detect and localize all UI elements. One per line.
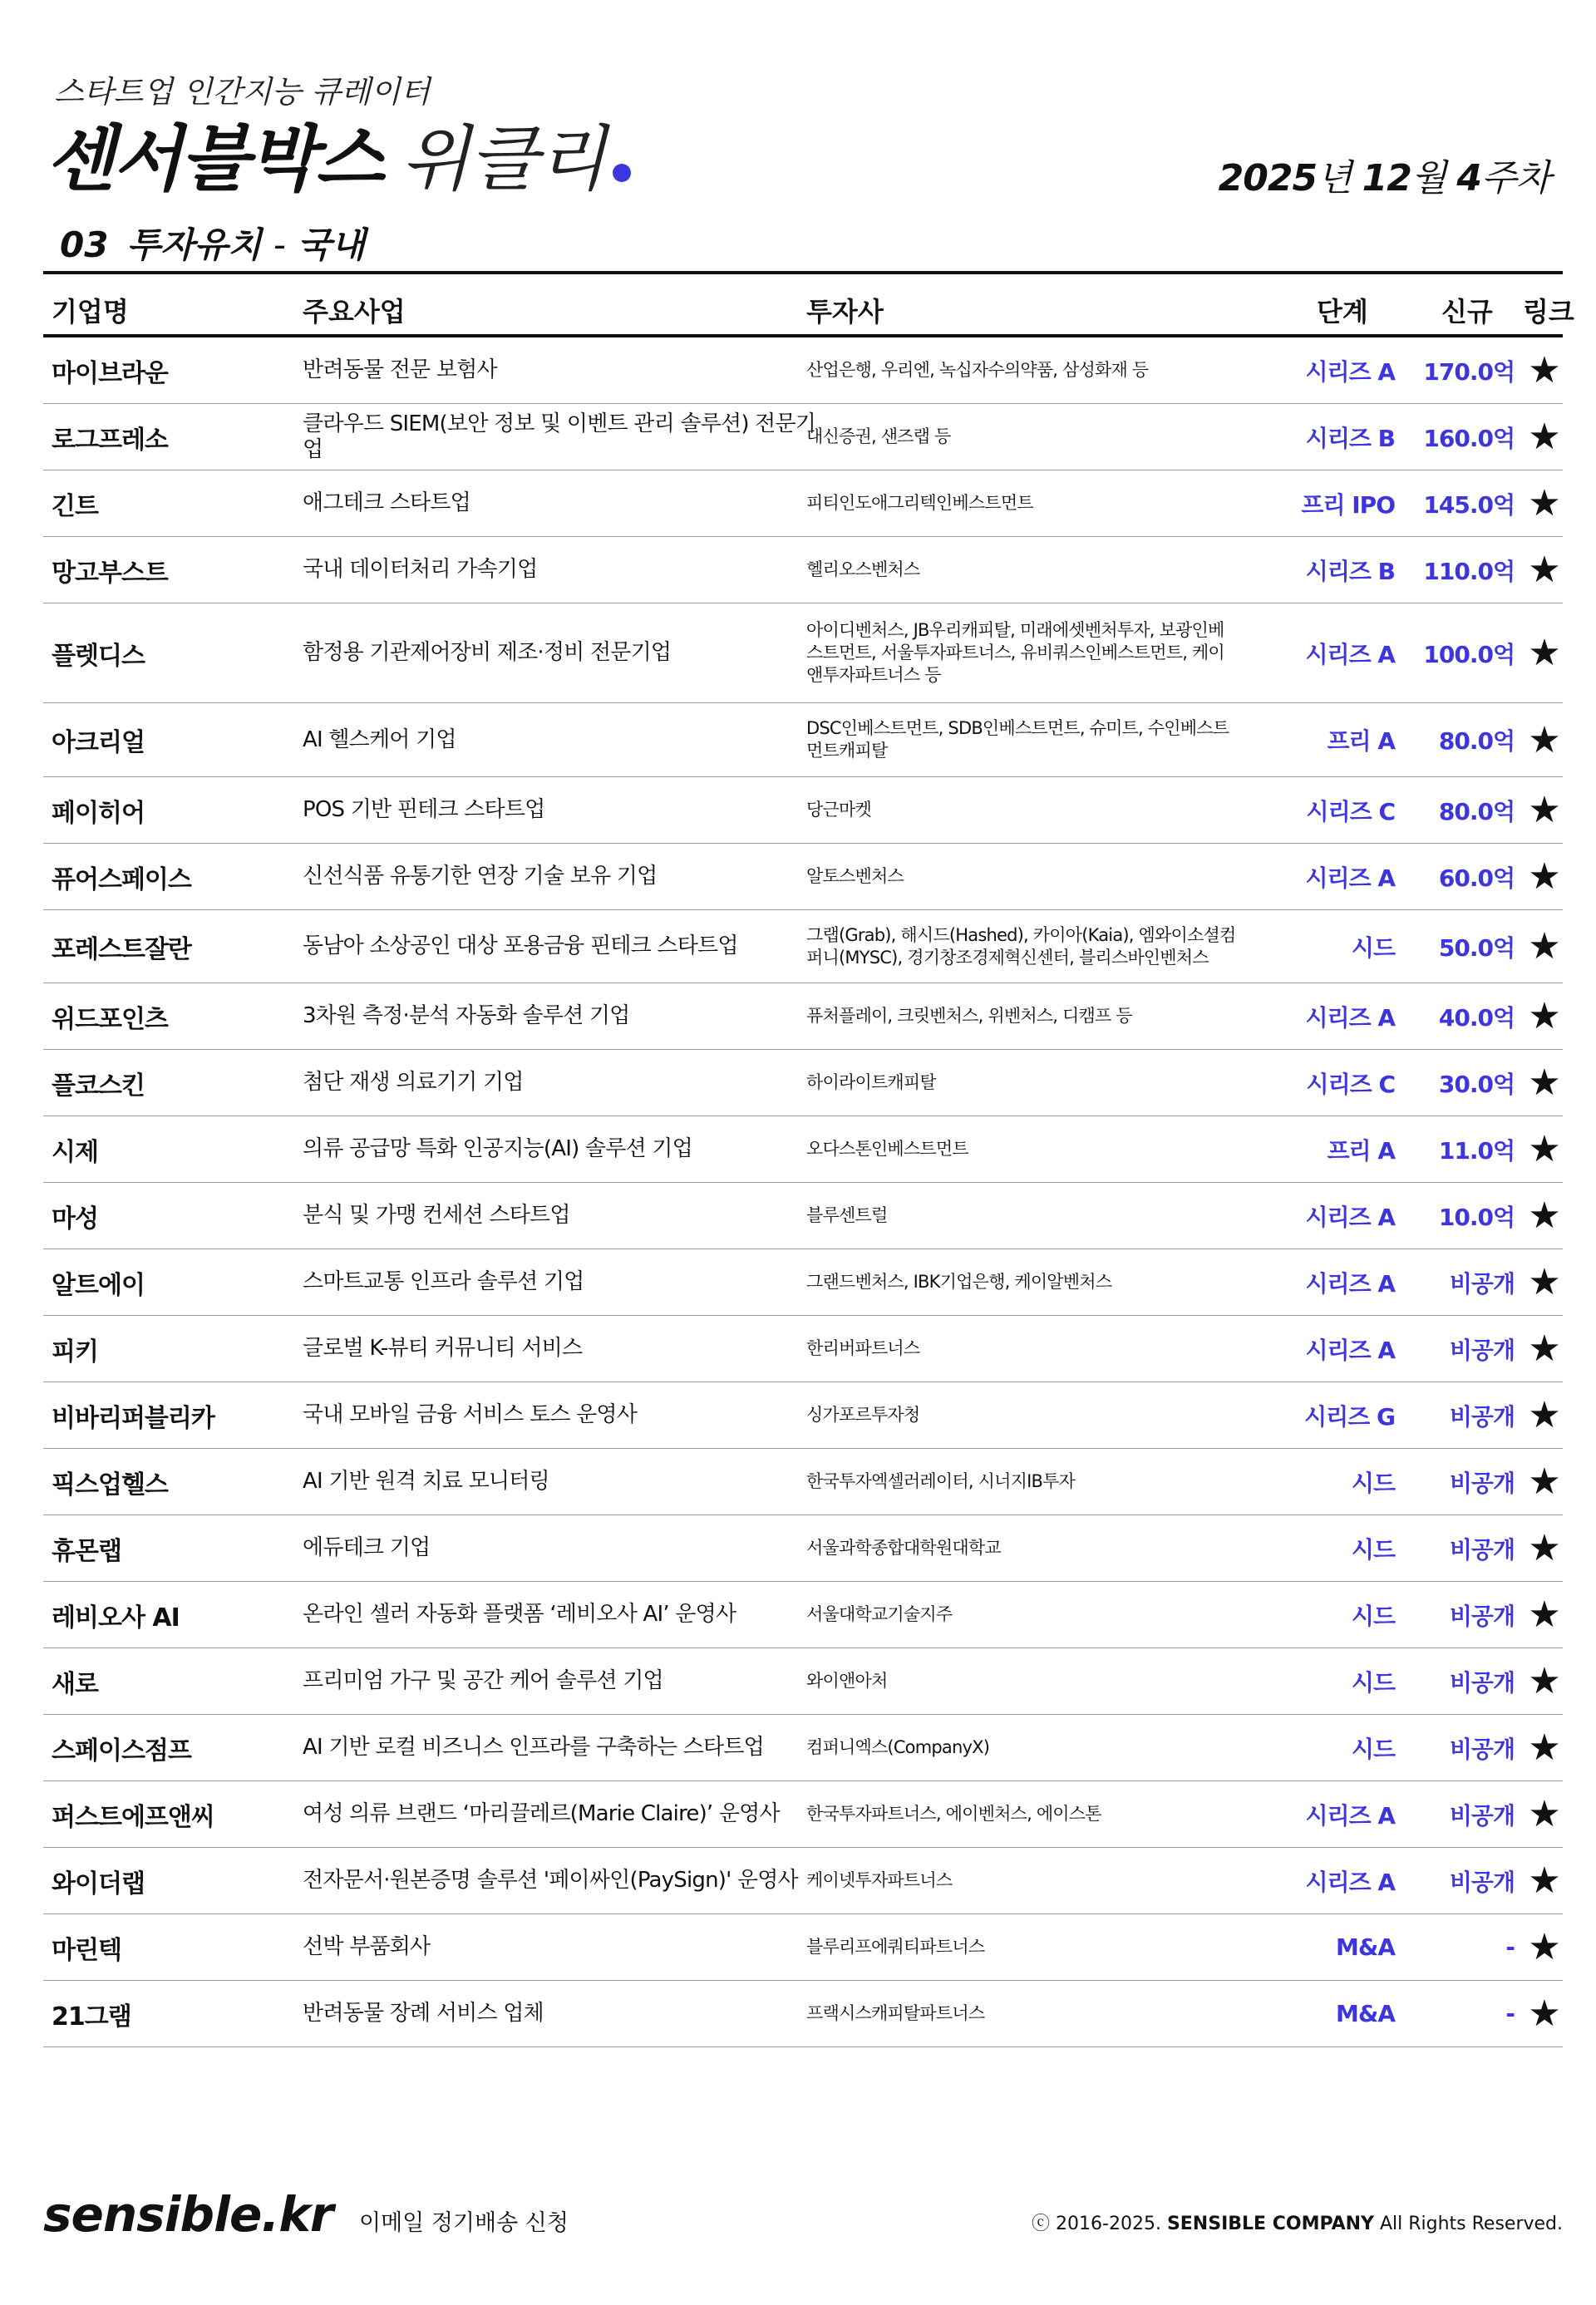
funding-amount: 비공개 — [1449, 1336, 1515, 1364]
article-link-star-icon[interactable]: ★ — [1528, 1726, 1561, 1769]
investor-list: 헬리오스벤처스 — [806, 559, 920, 579]
column-header-investors: 투자사 — [806, 296, 884, 328]
table-body — [43, 337, 1563, 2047]
funding-stage: 시드 — [1351, 1602, 1395, 1630]
funding-stage: 시드 — [1351, 1668, 1395, 1697]
funding-stage: 시리즈 A — [1305, 1801, 1395, 1830]
issue-year: 2025 — [1218, 157, 1318, 199]
investor-list: 한리버파트너스 — [806, 1338, 920, 1358]
funding-amount: 비공개 — [1449, 1469, 1515, 1497]
business-description: 국내 데이터처리 가속기업 — [303, 557, 538, 582]
article-link-star-icon[interactable]: ★ — [1528, 1527, 1561, 1569]
funding-stage: 시리즈 A — [1305, 864, 1395, 892]
company-name: 시제 — [52, 1137, 98, 1167]
funding-stage: 시리즈 A — [1305, 1868, 1395, 1896]
article-link-star-icon[interactable]: ★ — [1528, 1394, 1561, 1436]
article-link-star-icon[interactable]: ★ — [1528, 1061, 1561, 1104]
investor-list: 오다스톤인베스트먼트 — [806, 1139, 968, 1159]
funding-stage: 프리 A — [1327, 727, 1395, 755]
funding-amount: 60.0억 — [1438, 864, 1515, 892]
business-description: 신선식품 유통기한 연장 기술 보유 기업 — [303, 864, 658, 889]
investor-list: 서울과학종합대학원대학교 — [806, 1538, 1001, 1558]
investor-list: 그랩(Grab), 해시드(Hashed), 카이아(Kaia), 엠와이소셜컴퍼니(MYSC), 경기창조경제혁신센터, 블리스바인벤처스 — [806, 924, 1236, 968]
funding-stage: 시드 — [1351, 1535, 1395, 1564]
business-description: 전자문서·원본증명 솔루션 '페이싸인(PaySign)' 운영사 — [303, 1868, 798, 1893]
company-name: 긴트 — [52, 491, 98, 521]
funding-stage: 시리즈 B — [1305, 557, 1395, 585]
table-row — [43, 1848, 1563, 1914]
funding-stage: 시리즈 A — [1305, 1336, 1395, 1364]
funding-amount: 10.0억 — [1438, 1203, 1515, 1231]
table-row — [43, 537, 1563, 603]
funding-stage: 시리즈 C — [1306, 1070, 1395, 1098]
investor-list: 당근마켓 — [806, 800, 871, 820]
page-footer — [43, 2186, 1563, 2244]
table-row — [43, 983, 1563, 1050]
funding-stage: 시리즈 A — [1305, 640, 1395, 668]
investor-list: 피티인도애그리텍인베스트먼트 — [806, 493, 1033, 513]
funding-stage: 프리 IPO — [1301, 490, 1395, 519]
investor-list: 알토스벤처스 — [806, 866, 904, 886]
funding-amount: 80.0억 — [1438, 727, 1515, 755]
investor-list: 와이앤아처 — [806, 1671, 888, 1691]
company-name: 포레스트잘란 — [52, 934, 191, 964]
article-link-star-icon[interactable]: ★ — [1528, 1859, 1561, 1902]
business-description: 글로벌 K-뷰티 커뮤니티 서비스 — [303, 1336, 583, 1361]
business-description: 에듀테크 기업 — [303, 1535, 431, 1560]
article-link-star-icon[interactable]: ★ — [1528, 1926, 1561, 1968]
company-name: 위드포인츠 — [52, 1004, 168, 1034]
article-link-star-icon[interactable]: ★ — [1528, 1593, 1561, 1636]
article-link-star-icon[interactable]: ★ — [1528, 1660, 1561, 1702]
investor-list: 블루리프에쿼티파트너스 — [806, 1937, 985, 1957]
investor-list: DSC인베스트먼트, SDB인베스트먼트, 슈미트, 수인베스트먼트캐피탈 — [806, 718, 1229, 761]
business-description: 국내 모바일 금융 서비스 토스 운영사 — [303, 1402, 638, 1427]
company-name: 플코스킨 — [52, 1071, 145, 1101]
funding-stage: 시리즈 B — [1305, 424, 1395, 452]
company-name: 마이브라운 — [52, 358, 168, 388]
funding-amount: 100.0억 — [1423, 640, 1515, 668]
funding-stage: 시드 — [1351, 1469, 1395, 1497]
funding-amount: 80.0억 — [1438, 797, 1515, 825]
funding-amount: 비공개 — [1449, 1801, 1515, 1830]
business-description: 의류 공급망 특화 인공지능(AI) 솔루션 기업 — [303, 1136, 692, 1161]
article-link-star-icon[interactable]: ★ — [1528, 718, 1561, 761]
business-description: AI 기반 로컬 비즈니스 인프라를 구축하는 스타트업 — [303, 1735, 764, 1760]
investor-list: 서울대학교기술지주 — [806, 1604, 953, 1624]
table-row — [43, 337, 1563, 404]
business-description: AI 헬스케어 기업 — [303, 726, 456, 752]
business-description: 프리미엄 가구 및 공간 케어 솔루션 기업 — [303, 1668, 663, 1693]
brand-title — [46, 118, 631, 201]
investor-list: 케이넷투자파트너스 — [806, 1870, 953, 1890]
funding-amount: 11.0억 — [1438, 1136, 1515, 1165]
investor-list: 컴퍼니엑스(CompanyX) — [806, 1737, 990, 1757]
company-name: 알트에이 — [52, 1270, 145, 1300]
table-row — [43, 1582, 1563, 1648]
issue-year-suffix: 년 — [1317, 157, 1352, 199]
investment-table — [43, 271, 1574, 2047]
copyright-notice — [1032, 2209, 1563, 2235]
funding-stage: 시리즈 G — [1304, 1402, 1395, 1431]
copyright-company: SENSIBLE COMPANY — [1166, 2214, 1374, 2234]
table-header — [43, 274, 1574, 337]
company-name: 퓨어스페이스 — [52, 864, 191, 894]
table-row — [43, 1781, 1563, 1848]
issue-month-suffix: 월 — [1411, 157, 1446, 199]
article-link-star-icon[interactable]: ★ — [1528, 855, 1561, 898]
business-description: AI 기반 원격 치료 모니터링 — [303, 1469, 549, 1494]
investor-list: 산업은행, 우리엔, 녹십자수의약품, 삼성화재 등 — [806, 360, 1149, 380]
company-name: 비바리퍼블리카 — [52, 1403, 214, 1433]
company-name: 피키 — [52, 1337, 98, 1367]
company-name: 스페이스점프 — [52, 1736, 191, 1766]
investor-list: 싱가포르투자청 — [806, 1405, 920, 1425]
funding-amount: 비공개 — [1449, 1668, 1515, 1697]
table-row — [43, 1515, 1563, 1582]
column-header-business: 주요사업 — [303, 296, 406, 328]
funding-stage: 프리 A — [1327, 1136, 1395, 1165]
funding-stage: 시리즈 A — [1305, 357, 1395, 386]
section-separator: - — [273, 224, 286, 265]
issue-date — [1219, 148, 1550, 201]
funding-amount: 170.0억 — [1423, 357, 1515, 386]
table-row — [43, 1914, 1563, 1981]
company-name: 페이히어 — [52, 798, 145, 828]
table-row — [43, 603, 1563, 703]
article-link-star-icon[interactable]: ★ — [1528, 632, 1561, 674]
sensible-logo[interactable]: sensible.kr — [43, 2186, 333, 2243]
company-name: 픽스업헬스 — [52, 1470, 168, 1500]
table-row — [43, 470, 1563, 537]
column-header-amount: 신규 — [1441, 296, 1493, 328]
section-number: 03 — [60, 224, 109, 265]
business-description: 함정용 기관제어장비 제조·정비 전문기업 — [303, 640, 672, 665]
article-link-star-icon[interactable]: ★ — [1528, 349, 1561, 392]
company-name: 와이더랩 — [52, 1869, 145, 1899]
investor-list: 프랙시스캐피탈파트너스 — [806, 2003, 985, 2023]
table-row — [43, 1183, 1563, 1249]
subscribe-link[interactable]: 이메일 정기배송 신청 — [359, 2210, 569, 2236]
investor-list: 아이디벤처스, JB우리캐피탈, 미래에셋벤처투자, 보광인베스트먼트, 서울투자파트너스, 유비쿼스인베스트먼트, 케이앤투자파트너스 등 — [806, 620, 1224, 685]
article-link-star-icon[interactable]: ★ — [1528, 789, 1561, 831]
company-name: 로그프레소 — [52, 425, 168, 455]
column-header-link: 링크 — [1523, 296, 1574, 328]
article-link-star-icon[interactable]: ★ — [1528, 1793, 1561, 1835]
table-row — [43, 910, 1563, 983]
company-name: 망고부스트 — [52, 558, 168, 588]
funding-stage: 시리즈 A — [1305, 1203, 1395, 1231]
business-description: POS 기반 핀테크 스타트업 — [303, 797, 545, 822]
funding-stage: 시드 — [1351, 1735, 1395, 1763]
company-name: 새로 — [52, 1669, 98, 1699]
copyright-prefix: ⓒ 2016-2025. — [1032, 2214, 1161, 2234]
table-row — [43, 844, 1563, 910]
company-name: 퍼스트에프앤씨 — [52, 1802, 214, 1832]
funding-amount: 비공개 — [1449, 1402, 1515, 1431]
company-name: 플렛디스 — [52, 641, 145, 671]
funding-amount: 비공개 — [1449, 1735, 1515, 1763]
table-row — [43, 1050, 1563, 1116]
section-subtitle: 국내 — [297, 224, 366, 265]
section-heading — [60, 218, 365, 268]
issue-week: 4 — [1456, 157, 1481, 199]
table-row — [43, 1116, 1563, 1183]
funding-stage: M&A — [1336, 1933, 1395, 1961]
funding-stage: 시드 — [1351, 933, 1395, 962]
article-link-star-icon[interactable]: ★ — [1528, 1261, 1561, 1303]
copyright-suffix: All Rights Reserved. — [1379, 2214, 1563, 2234]
table-row — [43, 1316, 1563, 1382]
business-description: 클라우드 SIEM(보안 정보 및 이벤트 관리 솔루션) 전문기업 — [303, 411, 816, 462]
company-name: 마린텍 — [52, 1935, 121, 1965]
table-row — [43, 1249, 1563, 1316]
article-link-star-icon[interactable]: ★ — [1528, 1327, 1561, 1370]
business-description: 첨단 재생 의료기기 기업 — [303, 1070, 524, 1095]
business-description: 온라인 셀러 자동화 플랫폼 ‘레비오사 AI’ 운영사 — [303, 1602, 736, 1627]
table-row — [43, 1382, 1563, 1449]
table-row — [43, 404, 1563, 470]
article-link-star-icon[interactable]: ★ — [1528, 995, 1561, 1037]
article-link-star-icon[interactable]: ★ — [1528, 1194, 1561, 1237]
funding-amount: 160.0억 — [1423, 424, 1515, 452]
funding-amount: - — [1505, 1933, 1515, 1961]
article-link-star-icon[interactable]: ★ — [1528, 925, 1561, 968]
company-name: 아크리얼 — [52, 728, 145, 757]
investor-list: 한국투자엑셀러레이터, 시너지IB투자 — [806, 1471, 1076, 1491]
funding-stage: 시리즈 A — [1305, 1003, 1395, 1032]
investor-list: 한국투자파트너스, 에이벤처스, 에이스톤 — [806, 1804, 1101, 1824]
table-row — [43, 1981, 1563, 2047]
brand-tagline: 스타트업 인간지능 큐레이터 — [54, 74, 431, 110]
investor-list: 블루센트럴 — [806, 1205, 888, 1225]
issue-week-suffix: 주차 — [1480, 157, 1550, 199]
funding-amount: 비공개 — [1449, 1602, 1515, 1630]
business-description: 여성 의류 브랜드 ‘마리끌레르(Marie Claire)’ 운영사 — [303, 1801, 780, 1826]
funding-amount: 30.0억 — [1438, 1070, 1515, 1098]
funding-amount: 비공개 — [1449, 1269, 1515, 1298]
table-row — [43, 777, 1563, 844]
article-link-star-icon[interactable]: ★ — [1528, 549, 1561, 591]
funding-amount: 110.0억 — [1423, 557, 1515, 585]
investor-list: 그랜드벤처스, IBK기업은행, 케이알벤처스 — [806, 1272, 1112, 1292]
business-description: 동남아 소상공인 대상 포용금융 핀테크 스타트업 — [303, 933, 738, 958]
business-description: 스마트교통 인프라 솔루션 기업 — [303, 1269, 584, 1294]
business-description: 반려동물 전문 보험사 — [303, 357, 497, 382]
column-header-stage: 단계 — [1317, 296, 1368, 328]
business-description: 반려동물 장례 서비스 업체 — [303, 2001, 544, 2026]
funding-amount: - — [1505, 2000, 1515, 2027]
funding-stage: 시리즈 A — [1305, 1269, 1395, 1298]
article-link-star-icon[interactable]: ★ — [1528, 416, 1561, 458]
company-name: 레비오사 AI — [52, 1603, 180, 1633]
article-link-star-icon[interactable]: ★ — [1528, 1460, 1561, 1503]
table-row — [43, 1449, 1563, 1515]
business-description: 분식 및 가맹 컨세션 스타트업 — [303, 1203, 570, 1228]
brand-title-bold: 센서블박스 — [46, 118, 383, 201]
company-name: 21그램 — [52, 2002, 131, 2032]
funding-amount: 40.0억 — [1438, 1003, 1515, 1032]
table-row — [43, 703, 1563, 777]
investor-list: 대신증권, 샌즈랩 등 — [806, 426, 951, 446]
investor-list: 퓨처플레이, 크릿벤처스, 위벤처스, 디캠프 등 — [806, 1006, 1132, 1026]
business-description: 선박 부품회사 — [303, 1934, 431, 1959]
page-header — [46, 58, 1550, 199]
table-row — [43, 1648, 1563, 1715]
funding-amount: 비공개 — [1449, 1868, 1515, 1896]
table-row — [43, 1715, 1563, 1781]
brand-title-light: 위클리 — [401, 118, 606, 201]
funding-amount: 145.0억 — [1423, 490, 1515, 519]
article-link-star-icon[interactable]: ★ — [1528, 482, 1561, 525]
company-name: 휴몬랩 — [52, 1536, 121, 1566]
business-description: 애그테크 스타트업 — [303, 490, 470, 515]
funding-stage: 시리즈 C — [1306, 797, 1395, 825]
funding-amount: 50.0억 — [1438, 933, 1515, 962]
brand-dot-icon — [613, 164, 631, 182]
issue-month: 12 — [1362, 157, 1411, 199]
article-link-star-icon[interactable]: ★ — [1528, 1992, 1561, 2035]
section-title: 투자유치 — [126, 224, 262, 265]
business-description: 3차원 측정·분석 자동화 솔루션 기업 — [303, 1003, 630, 1028]
funding-stage: M&A — [1336, 2000, 1395, 2027]
column-header-company: 기업명 — [52, 296, 129, 328]
investor-list: 하이라이트캐피탈 — [806, 1072, 936, 1092]
funding-amount: 비공개 — [1449, 1535, 1515, 1564]
article-link-star-icon[interactable]: ★ — [1528, 1128, 1561, 1170]
company-name: 마성 — [52, 1204, 98, 1234]
